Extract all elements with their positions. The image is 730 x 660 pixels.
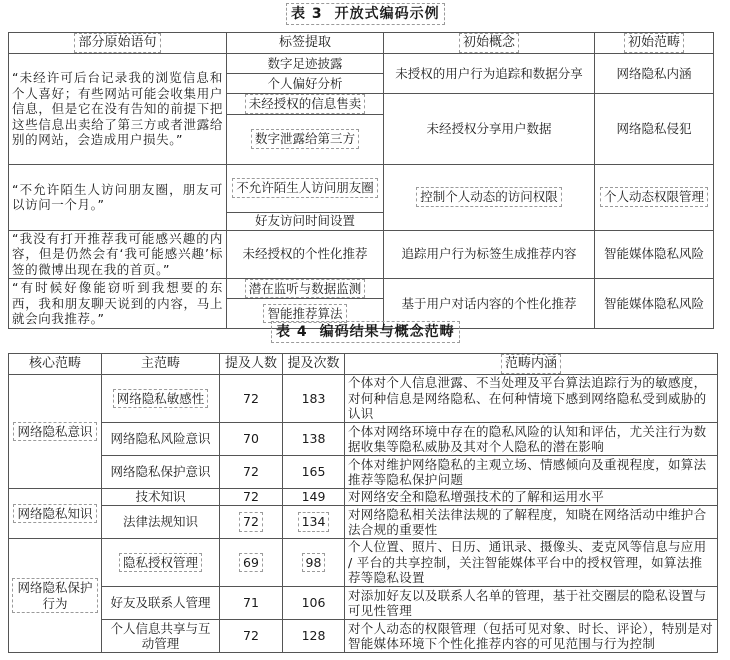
table4-header-times: 提及次数 bbox=[283, 354, 345, 375]
table-row bbox=[9, 164, 714, 212]
label-cell: 好友访问时间设置 bbox=[227, 212, 384, 230]
table-row bbox=[9, 54, 714, 74]
table4-header-people: 提及人数 bbox=[220, 354, 283, 375]
table-row bbox=[9, 506, 718, 539]
table3-caption bbox=[286, 3, 445, 25]
table3-header-categories: 初始范畴 bbox=[595, 33, 714, 54]
mention-times: 165 bbox=[283, 456, 345, 489]
category-cell: 网络隐私侵犯 bbox=[595, 94, 714, 165]
main-category: 个人信息共享与互动管理 bbox=[102, 620, 220, 653]
mention-times: 98 bbox=[283, 539, 345, 587]
table3-header-row bbox=[9, 33, 714, 54]
mention-times: 134 bbox=[283, 506, 345, 539]
mention-people: 72 bbox=[220, 506, 283, 539]
table4-caption-number: 表 4 bbox=[276, 324, 308, 340]
category-description: 个人位置、照片、日历、通讯录、摄像头、麦克风等信息与应用 / 平台的共享控制，关注智能媒体平台中的授权管理，如算法推荐等隐私设置 bbox=[345, 539, 718, 587]
concept-cell: 追踪用户行为标签生成推荐内容 bbox=[384, 230, 595, 278]
category-description: 个体对维护网络隐私的主观立场、情感倾向及重视程度，如算法推荐等隐私保护问题 bbox=[345, 456, 718, 489]
core-category: 网络隐私保护行为 bbox=[9, 539, 102, 653]
table3-open-coding-examples bbox=[8, 32, 714, 329]
table4-coding-results bbox=[8, 353, 718, 653]
main-category: 技术知识 bbox=[102, 489, 220, 506]
original-quote: “有时候好像能窃听到我想要的东西，我和朋友聊天说到的内容，马上就会向我推荐。” bbox=[9, 278, 227, 329]
table3-header-labels: 标签提取 bbox=[227, 33, 384, 54]
mention-times: 138 bbox=[283, 423, 345, 456]
table3-caption-title: 开放式编码示例 bbox=[334, 6, 440, 22]
category-description: 对添加好友以及联系人名单的管理，基于社交圈层的隐私设置与可见性管理 bbox=[345, 587, 718, 620]
mention-people: 70 bbox=[220, 423, 283, 456]
table4-caption bbox=[271, 321, 460, 343]
label-cell: 潜在监听与数据监测 bbox=[227, 278, 384, 299]
table-row bbox=[9, 539, 718, 587]
main-category: 网络隐私敏感性 bbox=[102, 375, 220, 423]
concept-cell: 基于用户对话内容的个性化推荐 bbox=[384, 278, 595, 329]
mention-people: 71 bbox=[220, 587, 283, 620]
main-category: 法律法规知识 bbox=[102, 506, 220, 539]
original-quote: “不允许陌生人访问朋友圈，朋友可以访问一个月。” bbox=[9, 164, 227, 230]
category-cell: 智能媒体隐私风险 bbox=[595, 230, 714, 278]
table4-header-desc: 范畴内涵 bbox=[345, 354, 718, 375]
concept-cell: 未经授权分享用户数据 bbox=[384, 94, 595, 165]
main-category: 网络隐私风险意识 bbox=[102, 423, 220, 456]
table4-caption-title: 编码结果与概念范畴 bbox=[319, 324, 455, 340]
label-cell: 不允许陌生人访问朋友圈 bbox=[227, 164, 384, 212]
table3-caption-number: 表 3 bbox=[291, 6, 323, 22]
label-cell: 未经授权的信息售卖 bbox=[227, 94, 384, 115]
table-row bbox=[9, 423, 718, 456]
mention-times: 106 bbox=[283, 587, 345, 620]
original-quote: “未经许可后台记录我的浏览信息和个人喜好；有些网站可能会收集用户信息，但是它在没有告知的前提下把这些信息出卖给了第三方或者泄露给别的网站，会造成用户损失。” bbox=[9, 54, 227, 165]
concept-cell: 控制个人动态的访问权限 bbox=[384, 164, 595, 230]
category-cell: 智能媒体隐私风险 bbox=[595, 278, 714, 329]
mention-people: 72 bbox=[220, 456, 283, 489]
mention-times: 128 bbox=[283, 620, 345, 653]
mention-people: 72 bbox=[220, 489, 283, 506]
table-row bbox=[9, 230, 714, 278]
table-row bbox=[9, 620, 718, 653]
category-description: 对网络隐私相关法律法规的了解程度，知晓在网络活动中维护合法合规的重要性 bbox=[345, 506, 718, 539]
main-category: 网络隐私保护意识 bbox=[102, 456, 220, 489]
label-cell: 智能推荐算法 bbox=[227, 299, 384, 329]
table-row bbox=[9, 278, 714, 299]
table-row bbox=[9, 489, 718, 506]
mention-times: 149 bbox=[283, 489, 345, 506]
mention-people: 72 bbox=[220, 620, 283, 653]
table-row bbox=[9, 456, 718, 489]
table4-header-main: 主范畴 bbox=[102, 354, 220, 375]
concept-cell: 未授权的用户行为追踪和数据分享 bbox=[384, 54, 595, 94]
category-cell: 网络隐私内涵 bbox=[595, 54, 714, 94]
table-row bbox=[9, 587, 718, 620]
label-cell: 未经授权的个性化推荐 bbox=[227, 230, 384, 278]
core-category: 网络隐私知识 bbox=[9, 489, 102, 539]
category-description: 对个人动态的权限管理（包括可见对象、时长、评论），特别是对智能媒体环境下个性化推荐内容的可见范围与行为控制 bbox=[345, 620, 718, 653]
table-row bbox=[9, 375, 718, 423]
table4-header-row bbox=[9, 354, 718, 375]
mention-times: 183 bbox=[283, 375, 345, 423]
category-description: 个体对网络环境中存在的隐私风险的认知和评估，尤关注行为数据收集等隐私威胁及其对个人隐私的潜在影响 bbox=[345, 423, 718, 456]
category-description: 对网络安全和隐私增强技术的了解和运用水平 bbox=[345, 489, 718, 506]
mention-people: 72 bbox=[220, 375, 283, 423]
table4-header-core: 核心范畴 bbox=[9, 354, 102, 375]
main-category: 好友及联系人管理 bbox=[102, 587, 220, 620]
table3-header-quote: 部分原始语句 bbox=[9, 33, 227, 54]
original-quote: “我没有打开推荐我可能感兴趣的内容，但是仍然会有‘我可能感兴趣’标签的微博出现在我的首页。” bbox=[9, 230, 227, 278]
core-category: 网络隐私意识 bbox=[9, 375, 102, 489]
label-cell: 数字足迹披露 bbox=[227, 54, 384, 74]
category-cell: 个人动态权限管理 bbox=[595, 164, 714, 230]
main-category: 隐私授权管理 bbox=[102, 539, 220, 587]
category-description: 个体对个人信息泄露、不当处理及平台算法追踪行为的敏感度，对何种信息是网络隐私、在何种情境下感到网络隐私受到威胁的认识 bbox=[345, 375, 718, 423]
label-cell: 数字泄露给第三方 bbox=[227, 114, 384, 164]
table3-header-concepts: 初始概念 bbox=[384, 33, 595, 54]
label-cell: 个人偏好分析 bbox=[227, 74, 384, 94]
mention-people: 69 bbox=[220, 539, 283, 587]
